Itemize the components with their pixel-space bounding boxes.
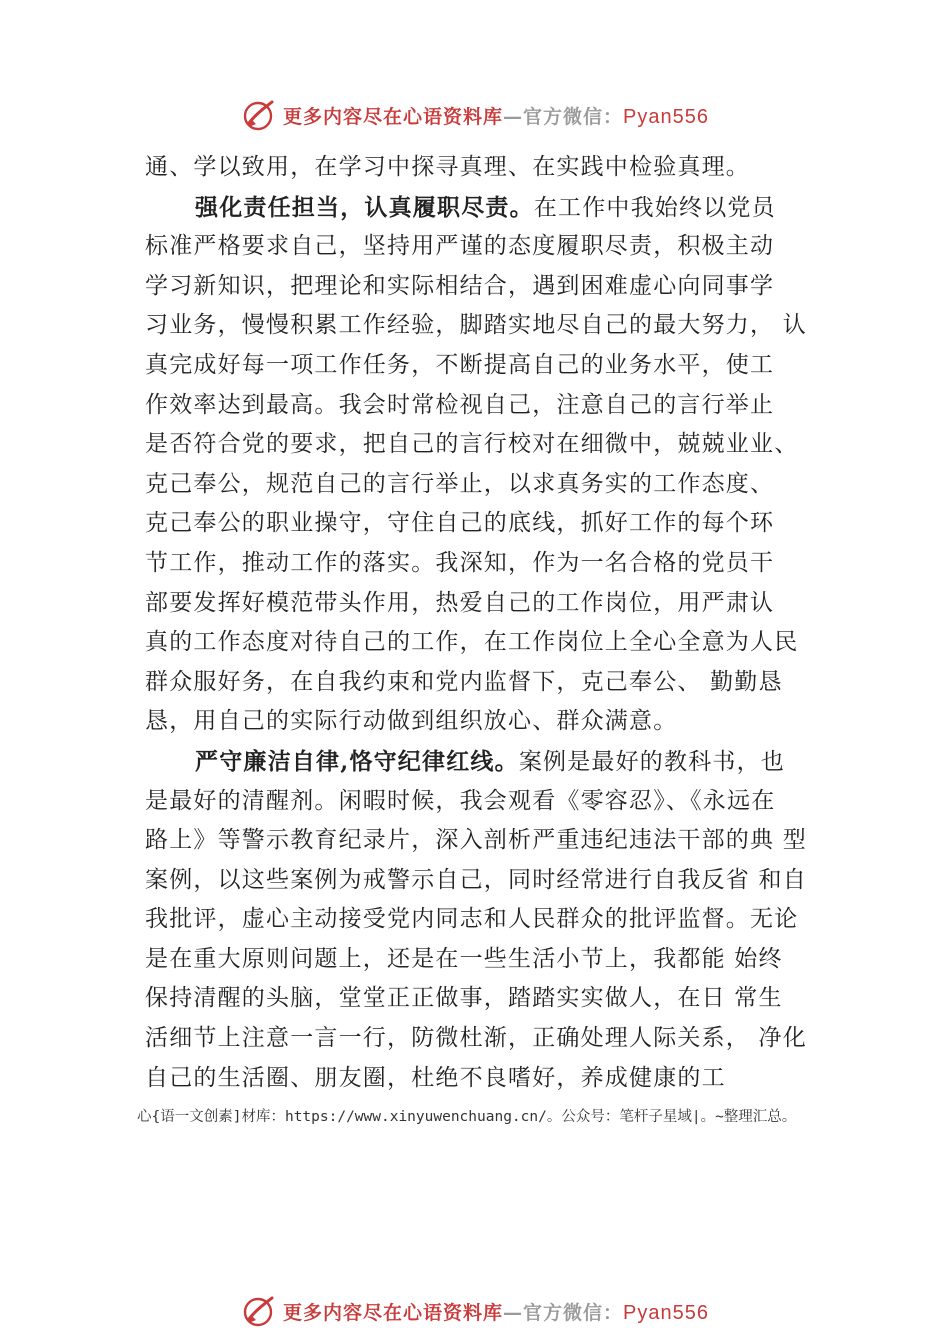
line-text: 自己的生活圈、朋友圈，杜绝不良嗜好，养成健康的工 bbox=[145, 1064, 726, 1091]
source-note: 心{语一文创素]材库：https://www.xinyuwenchuang.cn/。公众号：笔杆子星域|。~整理汇总。 bbox=[137, 1109, 797, 1125]
line-text: 作效率达到最高。我会时常检视自己，注意自己的言行举止 bbox=[145, 391, 775, 418]
banner-text: 更多内容尽在心语资料库—官方微信：Pyan556 bbox=[283, 105, 709, 128]
line-text: 部要发挥好模范带头作用，热爱自己的工作岗位，用严肃认 bbox=[145, 589, 775, 616]
text-line bbox=[145, 188, 835, 228]
banner-text: 更多内容尽在心语资料库—官方微信：Pyan556 bbox=[283, 1301, 709, 1324]
text-line bbox=[145, 346, 835, 386]
pen-logo-icon bbox=[241, 1293, 277, 1329]
text-line bbox=[145, 623, 835, 663]
line-text: 我批评，虚心主动接受党内同志和人民群众的批评监督。无论 bbox=[145, 906, 799, 933]
text-line bbox=[145, 386, 835, 426]
pen-logo-icon bbox=[241, 97, 277, 133]
line-text: 案例是最好的教科书，也 bbox=[518, 748, 786, 775]
text-line bbox=[145, 504, 835, 544]
line-text: 真的工作态度对待自己的工作，在工作岗位上全心全意为人民 bbox=[145, 629, 799, 656]
line-text: 路上》等警示教育纪录片，深入剖析严重违纪违法干部的典 型 bbox=[145, 827, 807, 854]
line-text: 是否符合党的要求，把自己的言行校对在细微中，兢兢业业、 bbox=[145, 431, 799, 458]
line-text: 恳，用自己的实际行动做到组织放心、群众满意。 bbox=[145, 708, 678, 735]
line-text: 群众服好务，在自我约束和党内监督下，克己奉公、 勤勤恳 bbox=[145, 668, 783, 695]
bottom-banner bbox=[0, 1288, 950, 1334]
text-line bbox=[145, 544, 835, 584]
line-text: 习业务，慢慢积累工作经验，脚踏实地尽自己的最大努力， 认 bbox=[145, 312, 807, 339]
line-text: 活细节上注意一言一行，防微杜渐，正确处理人际关系， 净化 bbox=[145, 1025, 807, 1052]
text-line bbox=[145, 663, 835, 703]
document-body bbox=[145, 148, 835, 1098]
line-text: 真完成好每一项工作任务，不断提高自己的业务水平，使工 bbox=[145, 351, 775, 378]
text-line bbox=[145, 1059, 835, 1099]
text-line bbox=[145, 782, 835, 822]
line-text: 克己奉公，规范自己的言行举止，以求真务实的工作态度、 bbox=[145, 470, 775, 497]
line-text: 节工作，推动工作的落实。我深知，作为一名合格的党员干 bbox=[145, 549, 775, 576]
line-text: 保持清醒的头脑，堂堂正正做事，踏踏实实做人，在日 常生 bbox=[145, 985, 783, 1012]
text-line bbox=[145, 1019, 835, 1059]
text-line bbox=[145, 267, 835, 307]
text-line bbox=[145, 861, 835, 901]
text-line bbox=[145, 425, 835, 465]
paragraph-heading: 强化责任担当，认真履职尽责。 bbox=[195, 193, 534, 221]
line-text: 通、学以致用，在学习中探寻真理、在实践中检验真理。 bbox=[145, 154, 750, 180]
text-line bbox=[145, 940, 835, 980]
text-line bbox=[145, 821, 835, 861]
line-text: 在工作中我始终以党员 bbox=[533, 194, 776, 221]
text-line bbox=[145, 227, 835, 267]
line-text: 是最好的清醒剂。闲暇时候，我会观看《零容忍》、《永远在 bbox=[145, 787, 776, 814]
top-banner bbox=[0, 92, 950, 138]
text-line bbox=[145, 148, 835, 188]
text-line bbox=[145, 584, 835, 624]
text-line bbox=[145, 979, 835, 1019]
text-line bbox=[145, 306, 835, 346]
text-line bbox=[145, 900, 835, 940]
line-text: 标准严格要求自己，坚持用严谨的态度履职尽责，积极主动 bbox=[145, 233, 775, 260]
paragraph-heading: 严守廉洁自律,恪守纪律红线。 bbox=[195, 747, 519, 775]
text-line bbox=[145, 465, 835, 505]
line-text: 是在重大原则问题上，还是在一些生活小节上，我都能 始终 bbox=[145, 945, 783, 972]
line-text: 案例，以这些案例为戒警示自己，同时经常进行自我反省 和自 bbox=[145, 866, 807, 893]
line-text: 学习新知识，把理论和实际相结合，遇到困难虚心向同事学 bbox=[145, 272, 775, 299]
text-line bbox=[145, 742, 835, 782]
line-text: 克己奉公的职业操守，守住自己的底线，抓好工作的每个环 bbox=[145, 510, 775, 537]
text-line bbox=[145, 702, 835, 742]
